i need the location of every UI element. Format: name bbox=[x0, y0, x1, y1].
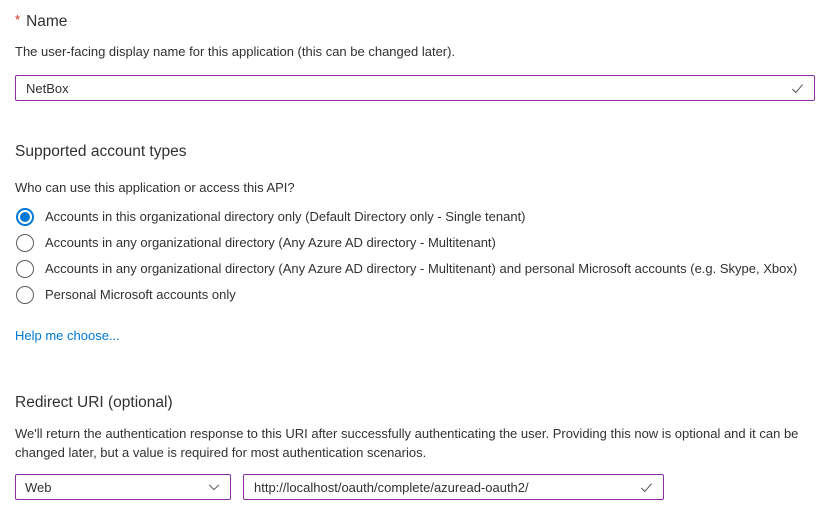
redirect-uri-description: We'll return the authentication response to this URI after successfully authenticating the user. Providing this now is optional and it can be changed later, but a value is required for most authentication scenarios. bbox=[15, 426, 799, 460]
radio-option-multitenant-personal[interactable]: Accounts in any organizational directory (Any Azure AD directory - Multitenant) and personal Microsoft accounts (e.g. Skype, Xbox) bbox=[15, 256, 815, 282]
radio-button-icon[interactable] bbox=[16, 234, 34, 252]
redirect-uri-controls bbox=[15, 474, 815, 500]
name-input[interactable] bbox=[16, 76, 790, 100]
platform-select-dropdown[interactable] bbox=[15, 474, 231, 500]
valid-checkmark-icon bbox=[790, 81, 814, 96]
radio-button-icon[interactable] bbox=[16, 260, 34, 278]
name-section-header bbox=[15, 12, 815, 32]
account-types-radio-group bbox=[15, 204, 815, 308]
help-me-choose-link[interactable]: Help me choose... bbox=[15, 328, 120, 343]
required-asterisk: * bbox=[15, 12, 21, 27]
name-label: Name bbox=[26, 13, 68, 30]
account-types-header: Supported account types bbox=[15, 143, 187, 160]
radio-option-personal-only[interactable]: Personal Microsoft accounts only bbox=[15, 282, 815, 308]
name-input-container bbox=[15, 75, 815, 101]
redirect-uri-header: Redirect URI (optional) bbox=[15, 394, 173, 411]
redirect-uri-input[interactable] bbox=[244, 475, 639, 499]
name-description: The user-facing display name for this application (this can be changed later). bbox=[15, 44, 456, 59]
chevron-down-icon bbox=[207, 480, 221, 494]
account-types-question: Who can use this application or access this API? bbox=[15, 180, 295, 195]
radio-button-icon[interactable] bbox=[16, 286, 34, 304]
valid-checkmark-icon bbox=[639, 480, 663, 495]
redirect-uri-input-container bbox=[243, 474, 664, 500]
radio-option-single-tenant[interactable]: Accounts in this organizational directory only (Default Directory only - Single tenant) bbox=[15, 204, 815, 230]
radio-option-multitenant[interactable]: Accounts in any organizational directory (Any Azure AD directory - Multitenant) bbox=[15, 230, 815, 256]
radio-button-icon[interactable] bbox=[16, 208, 34, 226]
platform-select-value: Web bbox=[25, 479, 52, 495]
